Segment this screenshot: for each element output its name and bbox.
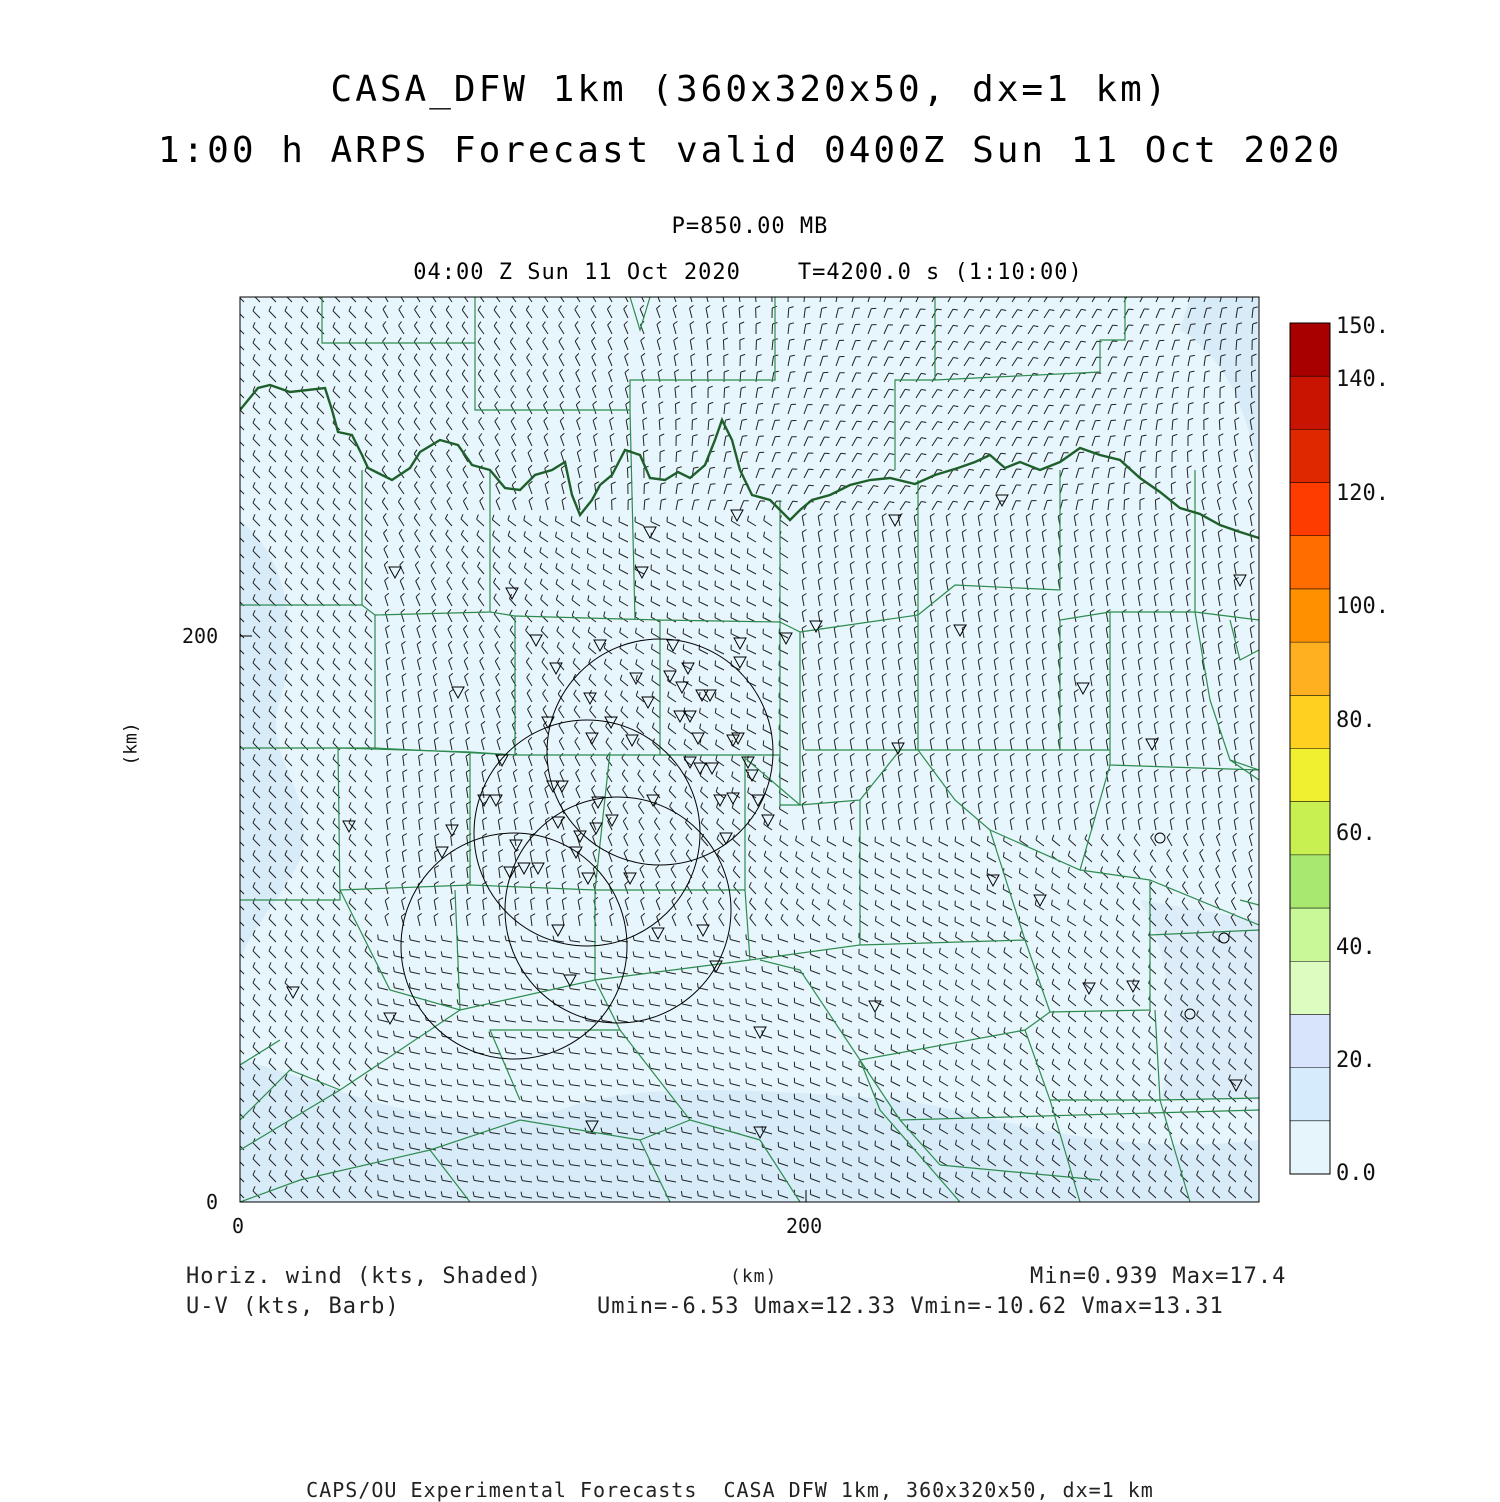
colorbar-label-140: 140.	[1336, 367, 1389, 392]
colorbar-label-150: 150.	[1336, 314, 1389, 339]
x-axis-label: (km)	[730, 1266, 778, 1287]
colorbar-bin	[1290, 855, 1330, 909]
colorbar-bin	[1290, 802, 1330, 856]
colorbar	[1290, 323, 1330, 1175]
x-tick-200: 200	[786, 1214, 823, 1238]
colorbar-bin	[1290, 1121, 1330, 1175]
colorbar-bin	[1290, 589, 1330, 643]
field-label: Horiz. wind (kts, Shaded)	[186, 1264, 543, 1289]
y-axis-label: (km)	[120, 722, 142, 766]
colorbar-bin	[1290, 429, 1330, 483]
colorbar-bin	[1290, 695, 1330, 749]
colorbar-bin	[1290, 908, 1330, 962]
y-tick-200: 200	[182, 624, 219, 648]
uv-stats: Umin=-6.53 Umax=12.33 Vmin=-10.62 Vmax=13.31	[597, 1294, 1224, 1319]
colorbar-label-100: 100.	[1336, 594, 1389, 619]
colorbar-bin	[1290, 642, 1330, 696]
credit-line: CAPS/OU Experimental Forecasts CASA DFW 1km, 360x320x50, dx=1 km	[306, 1478, 1154, 1502]
valid-time-line: 04:00 Z Sun 11 Oct 2020 T=4200.0 s (1:10:00)	[413, 260, 1083, 285]
colorbar-bin	[1290, 1068, 1330, 1122]
colorbar-bin	[1290, 483, 1330, 537]
colorbar-label-60: 60.	[1336, 821, 1376, 846]
title-line-2: 1:00 h ARPS Forecast valid 0400Z Sun 11 Oct 2020	[157, 130, 1343, 171]
x-tick-0: 0	[232, 1214, 245, 1238]
colorbar-bin	[1290, 749, 1330, 803]
title-line-1: CASA_DFW 1km (360x320x50, dx=1 km)	[330, 69, 1170, 110]
colorbar-bin	[1290, 536, 1330, 590]
min-max-stats: Min=0.939 Max=17.4	[1030, 1264, 1287, 1289]
colorbar-bin	[1290, 961, 1330, 1015]
barb-label: U-V (kts, Barb)	[186, 1294, 400, 1319]
colorbar-bin	[1290, 323, 1330, 377]
colorbar-label-120: 120.	[1336, 481, 1389, 506]
colorbar-label-20: 20.	[1336, 1048, 1376, 1073]
colorbar-label-80: 80.	[1336, 708, 1376, 733]
colorbar-label-40: 40.	[1336, 935, 1376, 960]
colorbar-label-0: 0.0	[1336, 1161, 1376, 1186]
colorbar-bin	[1290, 376, 1330, 430]
y-tick-0: 0	[206, 1190, 219, 1214]
colorbar-bin	[1290, 1014, 1330, 1068]
pressure-level: P=850.00 MB	[671, 214, 829, 239]
